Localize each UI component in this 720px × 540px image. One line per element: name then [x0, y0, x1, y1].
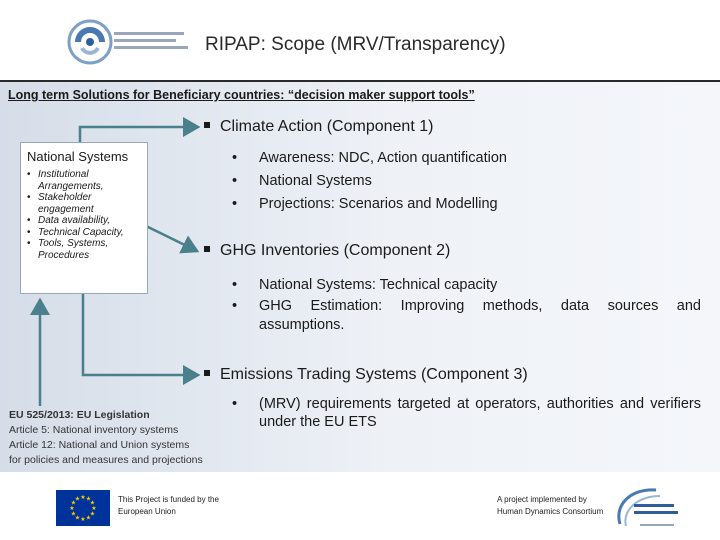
eu-star-icon: ★	[91, 505, 97, 512]
arrow-to-emissions-trading	[83, 294, 198, 375]
eu-star-icon: ★	[70, 510, 77, 518]
list-item: • (MRV) requirements targeted at operators, authorities and verifiers under the EU ETS	[232, 396, 701, 430]
national-systems-list	[27, 169, 145, 261]
square-bullet-icon	[204, 370, 210, 376]
eu-flag-icon	[56, 490, 110, 526]
implementer-line-2: Human Dynamics Consortium	[497, 507, 604, 516]
legislation-article-12: Article 12: National and Union systems	[9, 439, 190, 451]
legislation-title: EU 525/2013: EU Legislation	[9, 409, 150, 421]
subtitle: Long term Solutions for Beneficiary countries: “decision maker support tools”	[8, 88, 475, 102]
eu-star-icon: ★	[89, 499, 96, 507]
legislation-reference	[9, 408, 203, 468]
funding-line-2: European Union	[118, 507, 176, 516]
square-bullet-icon	[204, 122, 210, 128]
list-item: • Projections: Scenarios and Modelling	[232, 196, 498, 212]
eu-star-icon: ★	[85, 514, 92, 522]
list-item: • National Systems	[232, 173, 372, 189]
funding-note	[118, 494, 219, 518]
list-item: • Technical Capacity,	[27, 226, 124, 238]
eu-star-icon: ★	[70, 499, 77, 507]
list-item: • Stakeholder engagement	[27, 192, 94, 215]
legislation-article-5: Article 5: National inventory systems	[9, 424, 179, 436]
funding-line-1: This Project is funded by the	[118, 495, 219, 504]
legislation-article-12-cont: for policies and measures and projections	[9, 454, 203, 466]
eu-star-icon: ★	[74, 514, 81, 522]
list-item: • Data availability,	[27, 215, 111, 226]
component-1-heading: Climate Action (Component 1)	[204, 118, 433, 136]
arrow-to-ghg-inventories	[146, 226, 197, 251]
list-item: • Awareness: NDC, Action quantification	[232, 150, 507, 166]
list-item: • Institutional Arrangements,	[27, 169, 104, 192]
eu-star-icon: ★	[74, 495, 81, 503]
human-dynamics-logo-icon	[612, 484, 686, 532]
list-item: • National Systems: Technical capacity	[232, 277, 498, 293]
square-bullet-icon	[204, 246, 210, 252]
national-systems-title: National Systems	[27, 149, 129, 164]
list-item: • Tools, Systems, Procedures	[27, 238, 109, 261]
implementer-note	[497, 494, 603, 518]
eu-star-icon: ★	[80, 494, 86, 501]
list-item: • GHG Estimation: Improving methods, data sources and assumptions.	[232, 298, 701, 333]
eu-star-icon: ★	[80, 516, 86, 523]
arrow-to-climate-action	[80, 127, 198, 142]
component-2-heading: GHG Inventories (Component 2)	[204, 242, 450, 260]
eu-star-icon: ★	[69, 505, 75, 512]
page-title: RIPAP: Scope (MRV/Transparency)	[205, 34, 506, 55]
eu-star-icon: ★	[89, 510, 96, 518]
national-systems-box	[20, 142, 148, 294]
implementer-line-1: A project implemented by	[497, 495, 587, 504]
component-3-heading: Emissions Trading Systems (Component 3)	[204, 366, 528, 384]
eu-star-icon: ★	[85, 495, 92, 503]
